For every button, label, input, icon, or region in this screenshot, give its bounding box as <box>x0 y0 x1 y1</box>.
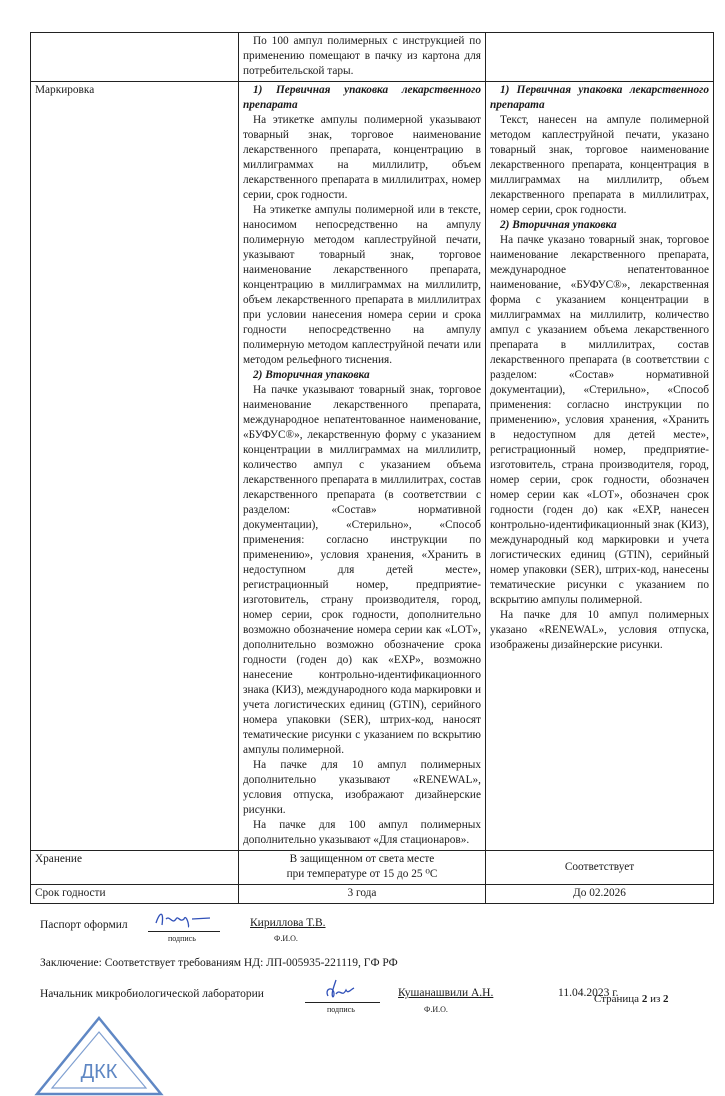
page-prefix: Страница <box>594 993 642 1005</box>
section-heading: 1) Первичная упаковка лекарственного препарата <box>490 84 709 111</box>
head-of-lab-label: Начальник микробиологической лаборатории <box>40 988 264 1000</box>
document-body <box>30 32 713 1094</box>
signature-kushanashvili <box>320 978 370 1000</box>
packaging-requirement <box>239 33 486 82</box>
packaging-requirement-text: По 100 ампул полимерных с инструкцией по применению помещают в пачку из картона для потребительской тары. <box>243 35 481 77</box>
paragraph: Текст, нанесен на ампуле полимерной методом каплеструйной печати, указано товарный знак, торговое наименование лекарственного препарата, концентрация в миллиграммах на миллилитр, объем лекарственного препарата в миллилитрах, номер серии, срок годности. <box>490 114 709 216</box>
packaging-result <box>486 33 714 82</box>
signature-line <box>148 931 220 932</box>
head-name-caption: Ф.И.О. <box>424 1005 448 1014</box>
marking-label: Маркировка <box>31 82 239 851</box>
storage-result: Соответствует <box>486 851 714 885</box>
marking-result <box>486 82 714 851</box>
paragraph: На пачке для 100 ампул полимерных дополнительно указывают «Для стационаров». <box>243 819 481 846</box>
name-caption: Ф.И.О. <box>274 934 298 943</box>
storage-requirement <box>239 851 486 885</box>
storage-requirement-line1: В защищенном от света месте <box>289 853 435 865</box>
table-row-marking <box>31 82 714 851</box>
section-heading: 2) Вторичная упаковка <box>500 219 617 231</box>
storage-label: Хранение <box>31 851 239 885</box>
paragraph: На пачке для 10 ампул полимерных указано «RENEWAL», условия отпуска, изображены дизайнерские рисунки. <box>490 609 709 651</box>
paragraph: На пачке указывают товарный знак, торговое наименование лекарственного препарата, международное непатентованное наименование, «БУФУС®», лекарственную форму с указанием концентрации в миллиграммах на миллилитр, количество ампул с указанием объема лекарственного препарата в миллилитрах, состав лекарственного препарата (в соответствии с разделом: «Состав» нормативной документации), «Стерильно», «Способ применения: согласно инструкции по применению», условия хранения, «Хранить в недоступном для детей месте», регистрационный номер, предприятие-изготовитель, страну производителя, город, номер серии, срок годности, дополнительно возможно обозначение номера серии как «LOT», дополнительно возможно обозначение срока годности (годен до) как «EXP», возможно нанесение контрольно-идентификационного знака (КИЗ), международного кода маркировки и учета логистических единиц (GTIN), серийного номера упаковки (SER), штрих-код, наносят тематические рисунки с указанием по вскрытию ампулы полимерной. <box>243 384 481 756</box>
quality-passport-table <box>30 32 714 904</box>
head-of-lab-name: Кушанашвили А.Н. <box>398 987 494 999</box>
page-number <box>594 993 669 1005</box>
paragraph: На этикетке ампулы полимерной указывают товарный знак, торговое наименование лекарственного препарата, концентрацию в миллиграммах на миллилитр, объем лекарственного препарата в миллилитрах, номер серии, срок годности. <box>243 114 481 201</box>
paragraph: На пачке указано товарный знак, торговое наименование лекарственного препарата, международное непатентованное наименование, «БУФУС®», лекарственная форма с указанием концентрации в миллиграммах на миллилитр, количество ампул с указанием объема лекарственного препарата в миллилитрах, состав лекарственного препарата (в соответствии с разделом: «Состав» нормативной документации), «Стерильно», «Способ применения: согласно инструкции по применению», условия хранения, «Хранить в недоступном для детей месте», регистрационный номер, предприятие-изготовитель, страна производителя, город, номер серии, срок годности, обозначен номер серии как «LOT», обозначен срок годности (годен до) как «EXP, нанесен контрольно-идентификационный знак (КИЗ), международный код маркировки и учета логистических единиц (GTIN), серийный номер упаковки (SER), штрих-код, нанесены тематические рисунки с указанием по вскрытию ампулы полимерной. <box>490 234 709 606</box>
page-current: 2 <box>641 993 648 1005</box>
section-heading: 2) Вторичная упаковка <box>253 369 370 381</box>
head-signature-line <box>305 1002 380 1003</box>
table-row-storage <box>31 851 714 885</box>
laboratory-stamp <box>34 1016 164 1096</box>
table-row-packaging <box>31 33 714 82</box>
section-heading: 1) Первичная упаковка лекарственного препарата <box>243 84 481 111</box>
table-row-shelf-life <box>31 885 714 904</box>
page-middle: из <box>647 993 664 1005</box>
signature-kirillova <box>150 907 220 929</box>
prepared-by-name: Кириллова Т.В. <box>250 917 326 929</box>
signature-caption: подпись <box>168 934 196 943</box>
storage-requirement-line2: при температуре от 15 до 25 ⁰С <box>286 868 438 880</box>
shelf-life-result: До 02.2026 <box>486 885 714 904</box>
head-signature-caption: подпись <box>327 1005 355 1014</box>
row-label <box>31 33 239 82</box>
shelf-life-requirement: 3 года <box>239 885 486 904</box>
conclusion-text: Заключение: Соответствует требованиям НД: ЛП-005935-221119, ГФ РФ <box>40 957 398 969</box>
prepared-by-label: Паспорт оформил <box>40 919 128 931</box>
paragraph: На этикетке ампулы полимерной или в тексте, наносимом непосредственно на ампулу полимерную методом каплеструйной печати, указывают товарный знак, торговое наименование лекарственного препарата, концентрацию в миллиграммах на миллилитр, объем лекарственного препарата в миллилитрах при условии нанесения номера серии и срока годности непосредственно на ампулу полимерную методом каплеструйной печати или методом рельефного тиснения. <box>243 204 481 366</box>
marking-requirement <box>239 82 486 851</box>
stamp-text: ДКК <box>80 1061 118 1083</box>
signing-date: 11.04.2023 г. <box>558 987 619 999</box>
paragraph: На пачке для 10 ампул полимерных дополнительно указывают «RENEWAL», условия отпуска, изображают дизайнерские рисунки. <box>243 759 481 816</box>
page-total: 2 <box>663 993 669 1005</box>
shelf-life-label: Срок годности <box>31 885 239 904</box>
